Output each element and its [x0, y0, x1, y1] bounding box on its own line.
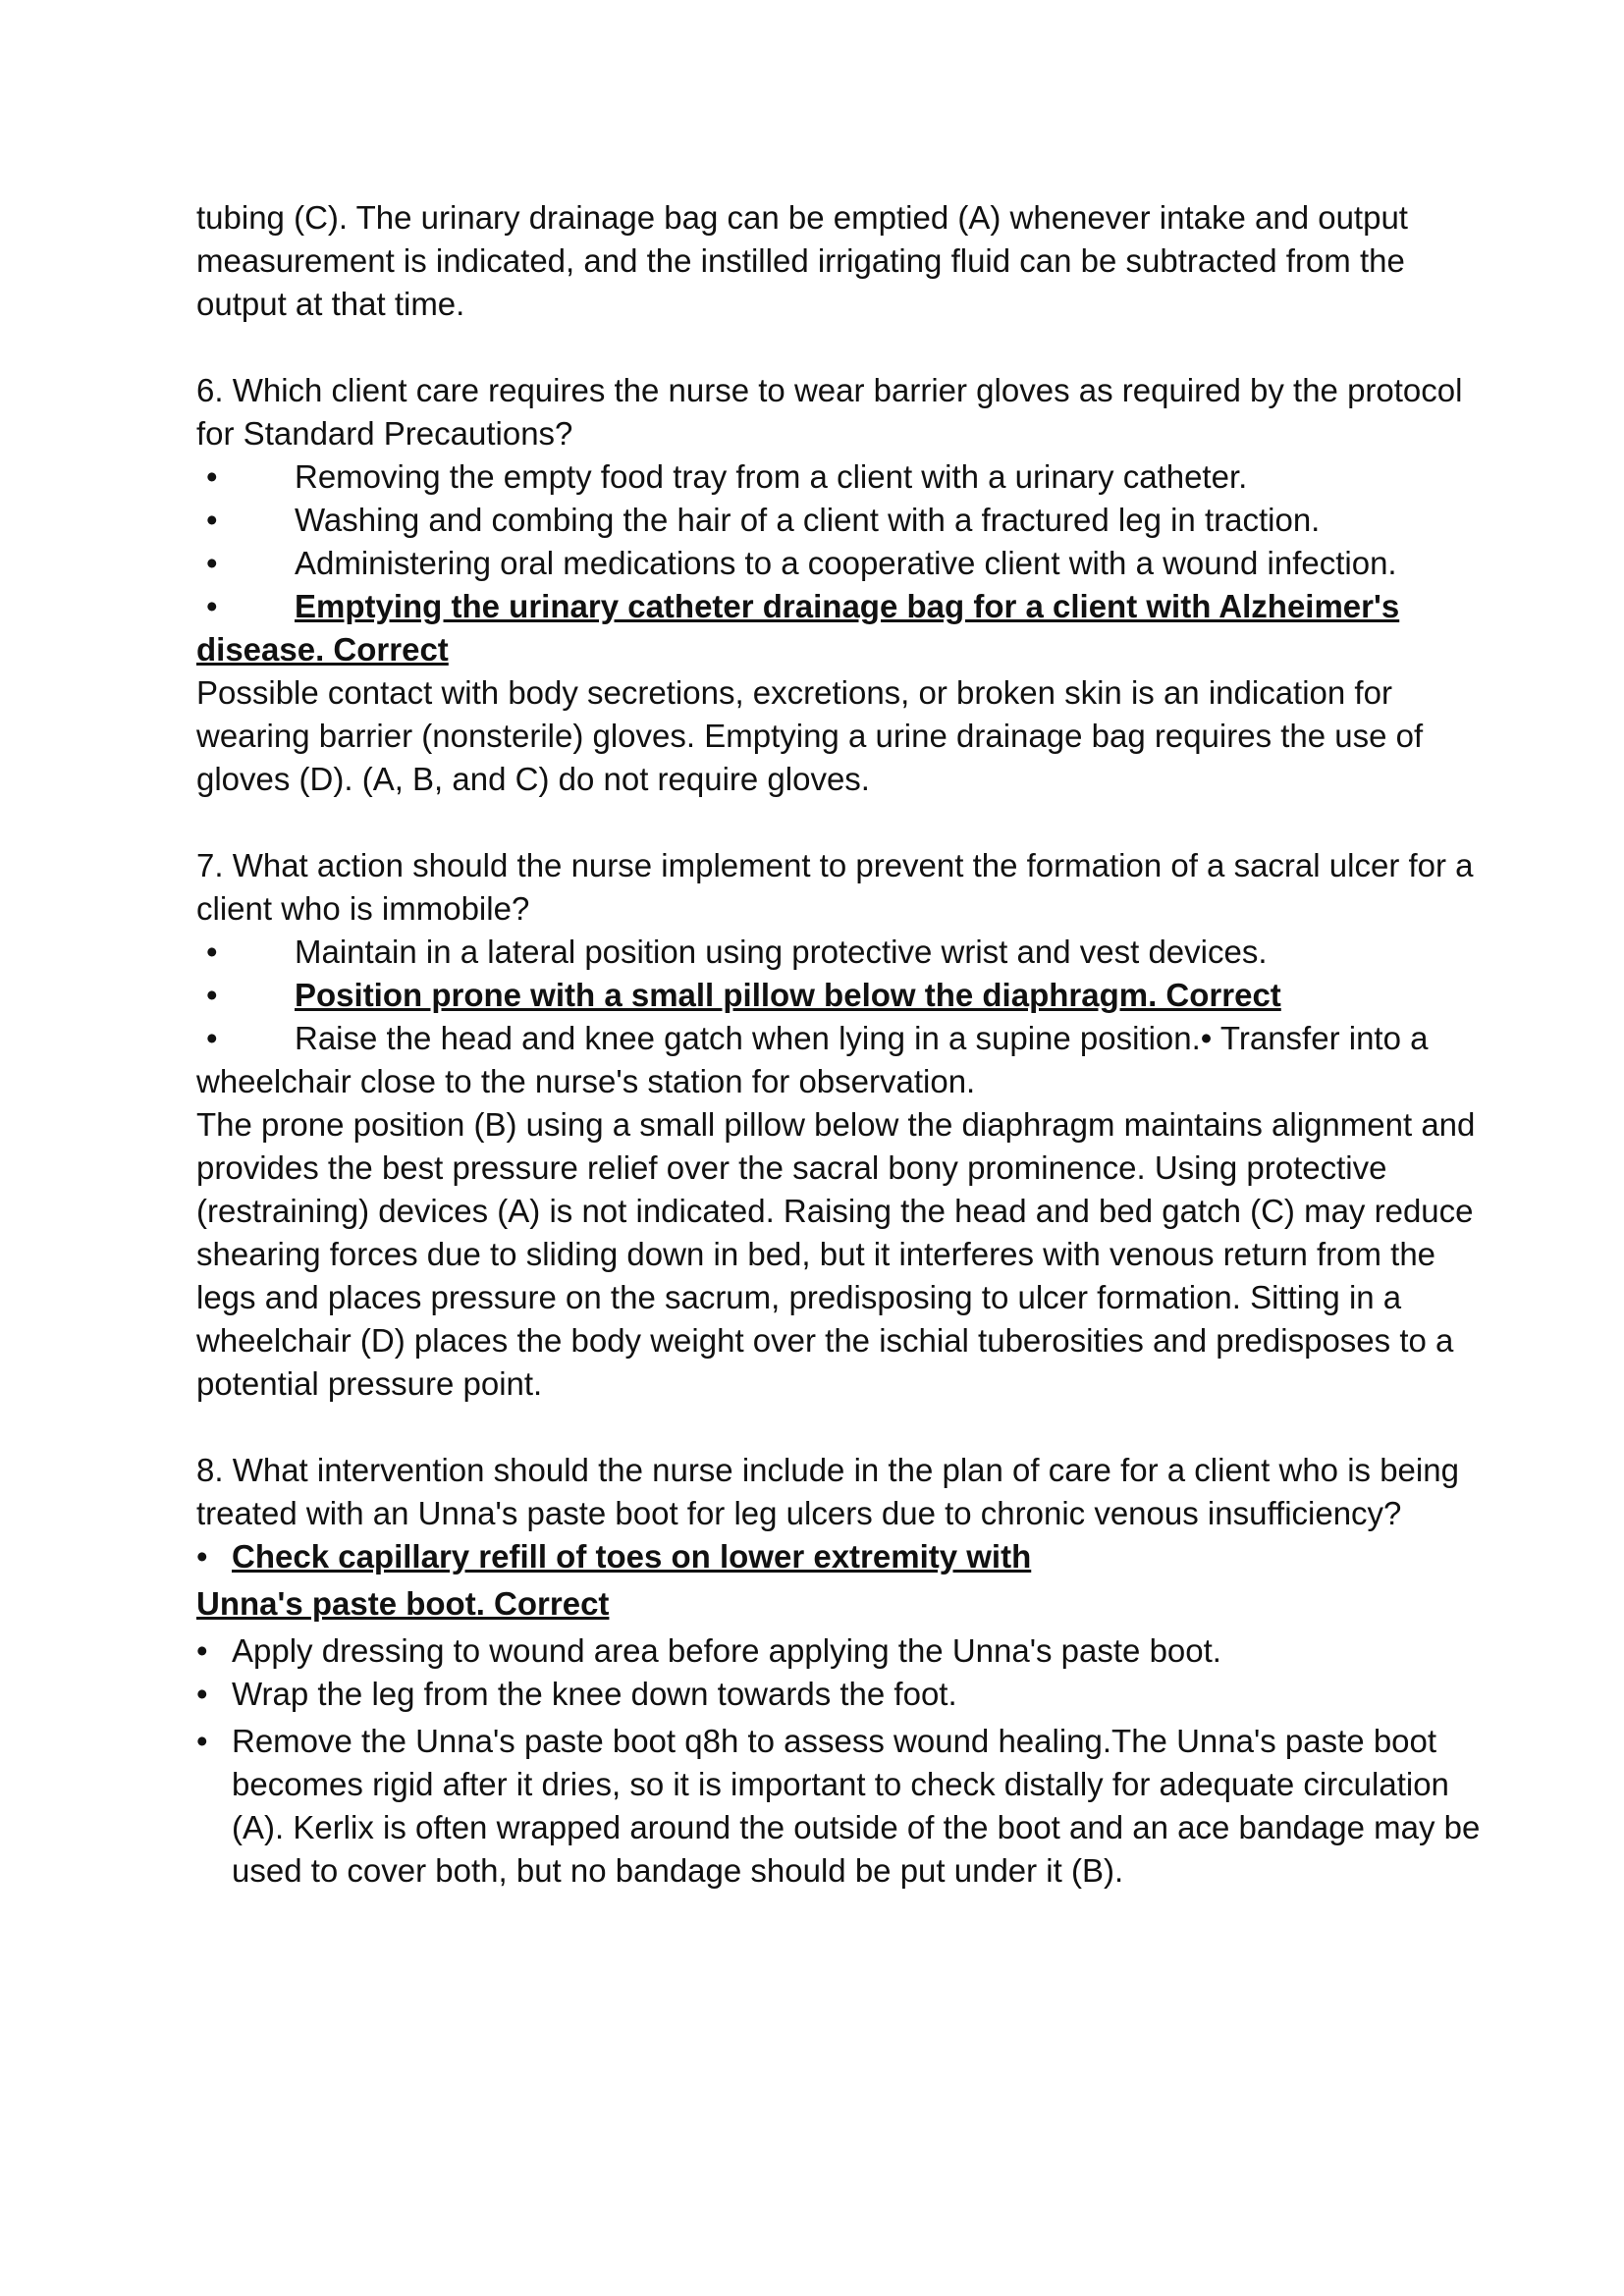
q8-option-d-text: Remove the Unna's paste boot q8h to assess wound healing.The Unna's paste boot becomes rigid after it dries, so it is important to check distally for adequate circulation (A). Kerlix is often wrapped around the outside of the boot and an ace bandage may be used to cover both, but no bandage should be put under it (B).	[232, 1723, 1481, 1889]
bullet-icon: •	[206, 458, 218, 495]
bullet-icon: •	[206, 588, 218, 624]
q6-option-d-correct	[196, 585, 1492, 671]
q8-correct-answer-line2: Unna's paste boot. Correct	[196, 1585, 610, 1622]
bullet-icon: •	[206, 934, 218, 970]
q7-rationale: The prone position (B) using a small pillow below the diaphragm maintains alignment and provides the best pressure relief over the sacral bony prominence. Using protective (restraining) devices (A) is not indicated. Raising the head and bed gatch (C) may reduce shearing forces due to sliding down in bed, but it interferes with venous return from the legs and places pressure on the sacrum, predisposing to ulcer formation. Sitting in a wheelchair (D) places the body weight over the ischial tuberosities and predisposes to a potential pressure point.	[196, 1106, 1476, 1402]
q6-option-b-text: Washing and combing the hair of a client with a fractured leg in traction.	[295, 502, 1321, 538]
bullet-icon: •	[196, 1676, 208, 1712]
continuation-paragraph: tubing (C). The urinary drainage bag can be emptied (A) whenever intake and output measurement is indicated, and the instilled irrigating fluid can be subtracted from the output at that time.	[196, 199, 1408, 322]
q6-option-c-text: Administering oral medications to a cooperative client with a wound infection.	[295, 545, 1397, 581]
q6-option-a-text: Removing the empty food tray from a client with a urinary catheter.	[295, 458, 1248, 495]
bullet-icon: •	[206, 545, 218, 581]
bullet-icon: •	[196, 1723, 208, 1759]
q7-option-b-correct	[196, 974, 1492, 1017]
q6-option-c	[196, 542, 1492, 585]
paragraph-gap	[196, 326, 1492, 369]
bullet-icon: •	[206, 1020, 218, 1056]
q6-option-a	[196, 455, 1492, 499]
q8-option-c	[196, 1673, 1492, 1716]
q7-correct-answer: Position prone with a small pillow below the diaphragm. Correct	[295, 977, 1281, 1013]
document-body	[196, 196, 1492, 1893]
q8-option-a-correct	[196, 1535, 1492, 1578]
q7-option-a-text: Maintain in a lateral position using protective wrist and vest devices.	[295, 934, 1268, 970]
bullet-icon: •	[196, 1632, 208, 1669]
q6-correct-answer: Emptying the urinary catheter drainage bag for a client with Alzheimer's disease. Correct	[196, 588, 1400, 667]
q6-option-b	[196, 499, 1492, 542]
q8-option-b-text: Apply dressing to wound area before applying the Unna's paste boot.	[232, 1632, 1221, 1669]
q8-correct-continuation	[196, 1582, 1492, 1626]
q8-option-c-text: Wrap the leg from the knee down towards the foot.	[232, 1676, 957, 1712]
bullet-icon: •	[196, 1538, 208, 1575]
bullet-icon: •	[206, 502, 218, 538]
bullet-icon: •	[206, 977, 218, 1013]
question-8-text: 8. What intervention should the nurse include in the plan of care for a client who is being treated with an Unna's paste boot for leg ulcers due to chronic venous insufficiency?	[196, 1452, 1459, 1531]
q7-option-c-d-text: Raise the head and knee gatch when lying in a supine position.• Transfer into a wheelchair close to the nurse's station for observation.	[196, 1020, 1429, 1099]
q8-option-d-with-rationale	[196, 1720, 1492, 1893]
q7-option-c-d	[196, 1017, 1492, 1103]
paragraph-gap	[196, 1406, 1492, 1449]
q6-rationale: Possible contact with body secretions, excretions, or broken skin is an indication for wearing barrier (nonsterile) gloves. Emptying a urine drainage bag requires the use of gloves (D). (A, B, and C) do not require gloves.	[196, 674, 1424, 797]
question-6-text: 6. Which client care requires the nurse to wear barrier gloves as required by the protocol for Standard Precautions?	[196, 372, 1463, 452]
paragraph-gap	[196, 801, 1492, 844]
q8-correct-answer-line1: Check capillary refill of toes on lower extremity with	[232, 1538, 1032, 1575]
q8-option-b	[196, 1629, 1492, 1673]
question-7-text: 7. What action should the nurse implement to prevent the formation of a sacral ulcer for a client who is immobile?	[196, 847, 1474, 927]
q7-option-a	[196, 931, 1492, 974]
